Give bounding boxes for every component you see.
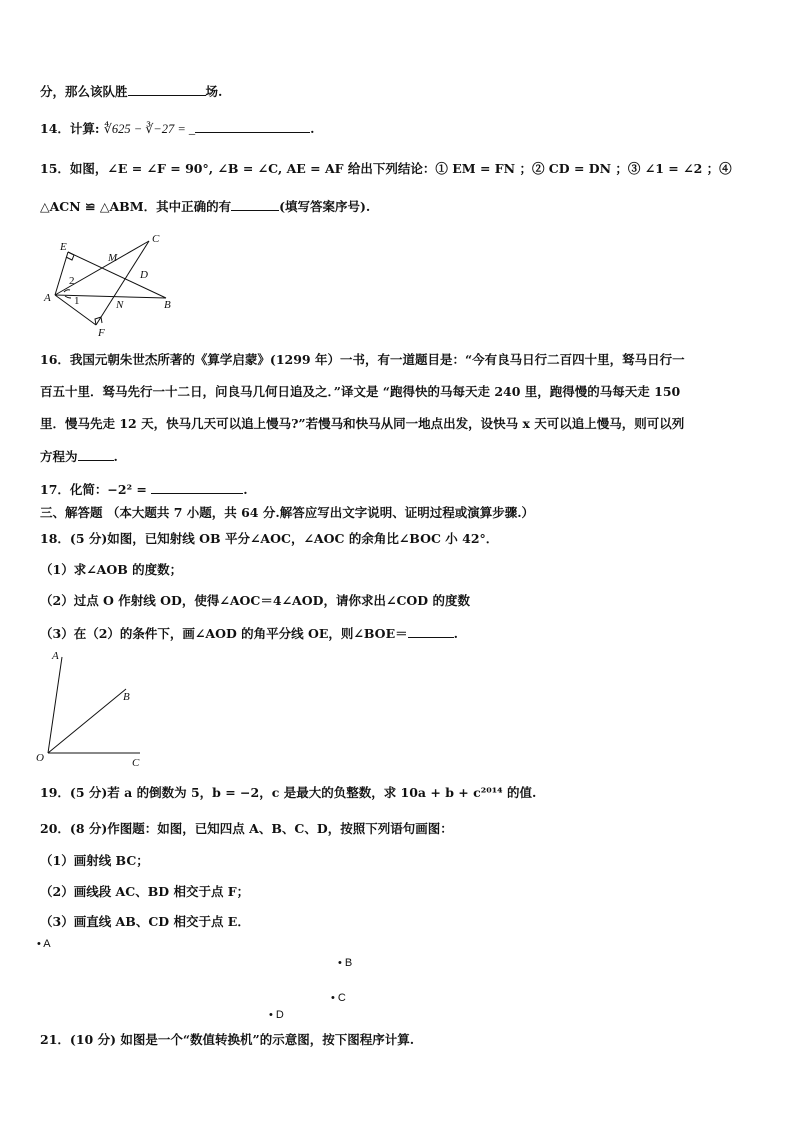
point-b: • B [338,957,353,969]
q17-end: . [243,482,248,497]
question-14 [40,119,758,138]
q18-part3: （3）在（2）的条件下，画∠AOD 的角平分线 OE，则∠BOE＝ [40,626,408,641]
question-21 [40,1031,758,1049]
question-16-line3 [40,415,758,433]
q18-part2: （2）过点 O 作射线 OD，使得∠AOC＝4∠AOD，请你求出∠COD 的度数 [40,593,470,608]
q14-text: 计算: [69,121,100,136]
question-20-part3 [40,913,758,931]
q19-number: 19． [40,785,70,800]
question-20-part1 [40,852,758,870]
label-a: A [52,650,59,662]
question-18-part3 [40,624,758,643]
section-3-header [40,504,758,522]
q21-text: (10 分) 如图是一个“数值转换机”的示意图，按下图程序计算. [69,1032,415,1047]
q15-text-line1: 如图，∠E = ∠F = 90°, ∠B = ∠C, AE = AF 给出下列结论：① EM = FN ；② CD = DN ；③ ∠1 = ∠2 ；④ [69,161,732,176]
q18-figure [34,645,154,770]
q16-text-line2: 百五十里．驽马先行一十二日，问良马几何日追及之．”译文是 “跑得快的马每天走 240 里，跑得慢的马每天走 150 [40,384,681,399]
question-15-line1 [40,160,758,178]
label-d: D [140,269,148,281]
label-m: M [108,252,118,264]
q16-number: 16． [40,352,70,367]
q17-answer-blank[interactable] [151,480,243,494]
q20-part2: （2）画线段 AC、BD 相交于点 F； [40,884,250,899]
label-o: O [36,752,44,764]
angle-2-arc [64,290,70,292]
q13-text: 分，那么该队胜 [40,84,128,99]
q14-expression: ∜625 − ∛−27 = _ [103,122,196,136]
label-f: F [98,327,105,339]
point-a: • A [37,938,51,950]
section-3-title: 三、解答题 （本大题共 7 小题，共 64 分.解答应写出文字说明、证明过程或演算步骤.） [40,505,535,520]
q20-number: 20． [40,821,70,836]
question-20-part2 [40,883,758,901]
q19-text: (5 分)若 a 的倒数为 5，b = −2，c 是最大的负整数，求 10a + b + c²⁰¹⁴ 的值. [69,785,537,800]
line-cf [96,241,149,325]
question-16-line2 [40,383,758,401]
q14-number: 14． [40,121,70,136]
q17-number: 17． [40,482,70,497]
q15-number: 15． [40,161,70,176]
q16-answer-blank[interactable] [78,447,114,461]
label-b: B [164,299,171,311]
q16-text-line3: 里．慢马先走 12 天，快马几天可以追上慢马?”若慢马和快马从同一地点出发，设快马 x 天可以追上慢马，则可以列 [40,416,685,431]
question-19 [40,784,758,802]
q20-stem: (8 分)作图题：如图，已知四点 A、B、C、D，按照下列语句画图： [69,821,453,836]
q17-text: 化简：−2² = [69,482,147,497]
q18-stem: (5 分)如图，已知射线 OB 平分∠AOC，∠AOC 的余角比∠BOC 小 42°． [69,531,499,546]
q21-number: 21． [40,1032,70,1047]
q13-end: 场. [205,84,223,99]
question-16-line4 [40,447,758,466]
q15-text-line2-end: (填写答案序号). [279,199,371,214]
label-angle-2: 2 [69,275,75,287]
label-e: E [60,241,67,253]
label-c: C [132,757,140,769]
point-c: • C [331,992,346,1004]
q16-end: . [113,449,118,464]
ray-ob [48,689,126,753]
question-20-stem [40,820,758,838]
question-15-line2 [40,197,758,216]
q15-figure [36,228,186,343]
label-b: B [123,691,130,703]
label-n: N [116,299,124,311]
q15-text-line2: △ACN ≌ △ABM．其中正确的有 [40,199,232,214]
q18-part1: （1）求∠AOB 的度数； [40,562,183,577]
question-18-stem [40,530,758,548]
q15-answer-blank[interactable] [231,197,279,211]
q13-answer-blank[interactable] [128,82,206,96]
q13-tail [40,82,758,101]
question-18-part1 [40,561,758,579]
q20-part1: （1）画射线 BC； [40,853,149,868]
q18-answer-blank[interactable] [408,624,454,638]
label-a: A [44,292,51,304]
q16-text-line1: 我国元朝朱世杰所著的《算学启蒙》(1299 年）一书，有一道题目是：“今有良马日行二百四十里，驽马日行一 [69,352,685,367]
point-d: • D [269,1009,284,1021]
q16-text-line4: 方程为 [40,449,78,464]
question-18-part2 [40,592,758,610]
question-17 [40,480,758,499]
q18-number: 18． [40,531,70,546]
q18-part3-end: . [453,626,458,641]
q20-part3: （3）画直线 AB、CD 相交于点 E． [40,914,250,929]
line-ab [55,295,166,298]
q14-end: . [310,121,315,136]
ray-oa [48,657,62,753]
q14-answer-blank[interactable] [195,119,310,133]
label-c: C [152,233,160,245]
label-angle-1: 1 [74,295,80,307]
question-16-line1 [40,351,758,369]
angle-1-arc [65,296,71,298]
